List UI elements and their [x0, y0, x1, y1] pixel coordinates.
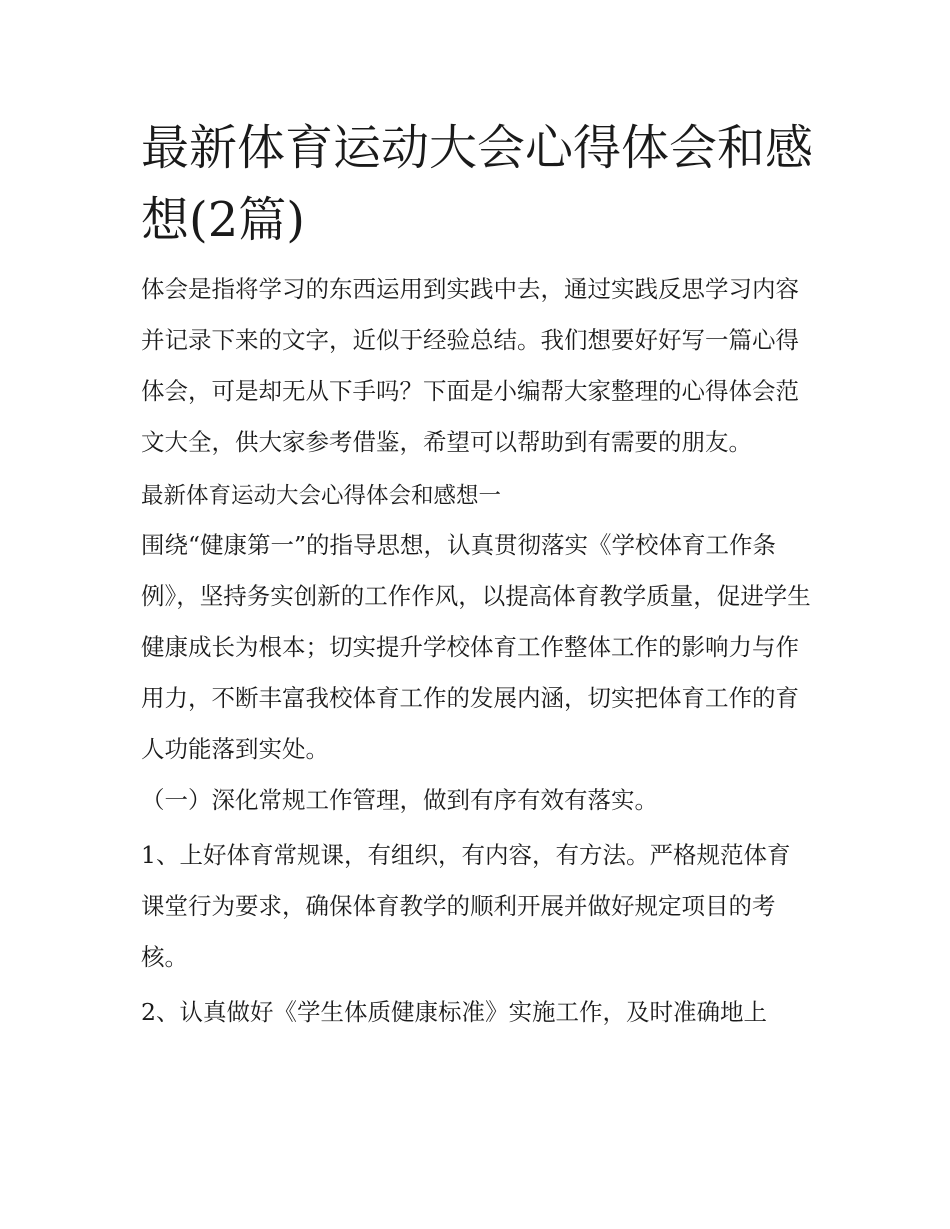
section-heading-1: （一）深化常规工作管理，做到有序有效有落实。 [141, 786, 658, 814]
intro-paragraph: 体会是指将学习的东西运用到实践中去，通过实践反思学习内容并记录下来的文字，近似于经验总结。我们想要好好写一篇心得体会，可是却无从下手吗？下面是小编帮大家整理的心得体会范文大全，供大家参考借鉴，希望可以帮助到有需要的朋友。 [141, 275, 799, 456]
list-item-1: 1、上好体育常规课，有组织，有内容，有方法。严格规范体育课堂行为要求，确保体育教学的顺利开展并做好规定项目的考核。 [141, 841, 791, 971]
document-title: 最新体育运动大会心得体会和感想(2篇) [141, 120, 814, 248]
body-paragraph-1: 围绕“健康第一”的指导思想，认真贯彻落实《学校体育工作条例》，坚持务实创新的工作作风，以提高体育教学质量，促进学生健康成长为根本；切实提升学校体育工作整体工作的影响力与作用力，不断丰富我校体育工作的发展内涵，切实把体育工作的育人功能落到实处。 [141, 531, 811, 763]
article-heading: 最新体育运动大会心得体会和感想一 [141, 483, 502, 509]
document-page [141, 112, 813, 1038]
list-item-2: 2、认真做好《学生体质健康标准》实施工作，及时准确地上 [141, 998, 767, 1026]
